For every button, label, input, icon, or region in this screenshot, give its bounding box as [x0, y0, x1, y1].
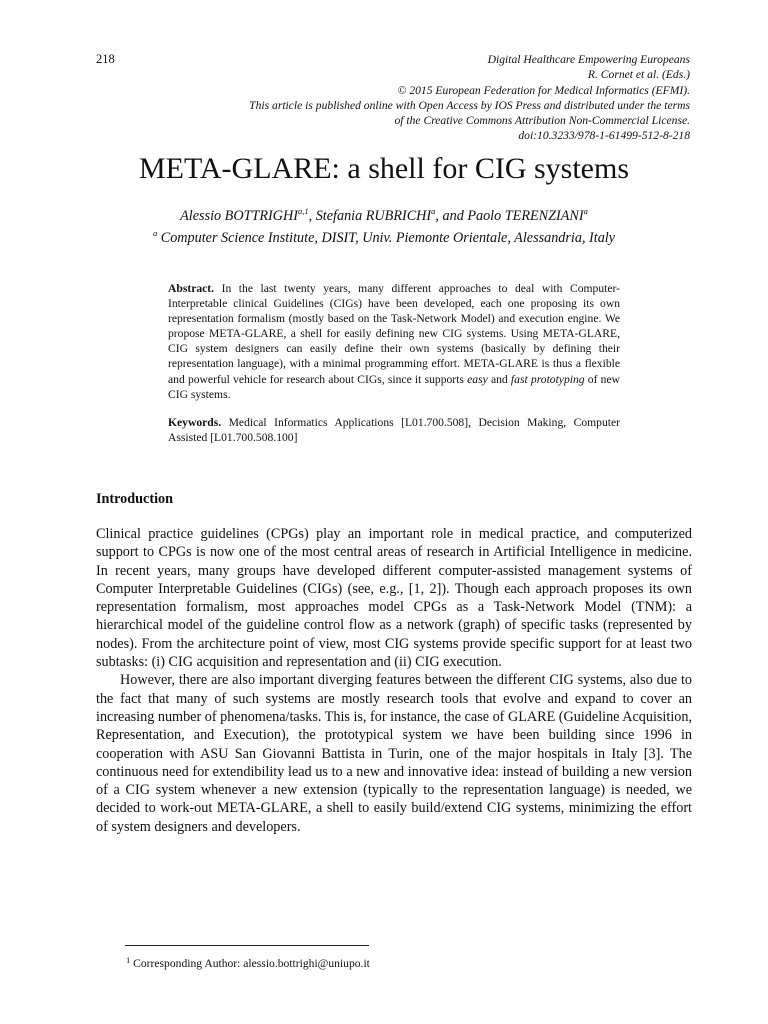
footnote-mark: 1 — [126, 955, 131, 965]
body-paragraph: Clinical practice guidelines (CPGs) play an important role in medical practice, and computerized support to CPGs is now one of the most central areas of research in Artificial Intelligence in medicine. In recent years, many groups have developed different computer-assisted management systems of Computer Interpretable Guidelines (CIGs) (see, e.g., [1, 2]). Though each approach proposes its own representation formalism, most approaches model CPGs as a Task-Network Model (TNM): a hierarchical model of the guideline control flow as a network (graph) of specific tasks (represented by nodes). From the architecture point of view, most CIG systems provide specific support for at least two subtasks: (i) CIG acquisition and representation and (ii) CIG execution. — [96, 526, 692, 671]
publication-line: R. Cornet et al. (Eds.) — [587, 68, 690, 82]
abstract-text: In the last twenty years, many different approaches to deal with Computer-Interpretable clinical Guidelines (CIGs) have been developed, each one proposing its own representation formalism (mostly based on the Task-Network Model) and execution engine. We propose META-GLARE, a shell for easily defining new CIG systems. Using META-GLARE, CIG system designers can easily define their own systems (basically by defining their representation language), with a minimal programming effort. META-GLARE is thus a flexible and powerful vehicle for research about CIGs, since it supports — [168, 282, 620, 386]
abstract-label: Abstract. — [168, 282, 215, 295]
section-heading-introduction: Introduction — [96, 491, 173, 507]
author-affiliation-mark: a — [431, 206, 436, 216]
author-name: Stefania RUBRICHI — [315, 208, 432, 224]
author-name: Paolo TERENZIANI — [467, 208, 584, 224]
publication-line: Digital Healthcare Empowering Europeans — [487, 53, 690, 66]
keywords — [168, 415, 620, 445]
introduction-body — [96, 525, 692, 836]
publication-line: doi:10.3233/978-1-61499-512-8-218 — [518, 129, 690, 143]
abstract — [168, 281, 620, 402]
abstract-block — [168, 281, 620, 445]
publication-line: of the Creative Commons Attribution Non-Commercial License. — [394, 114, 690, 128]
keywords-text: Medical Informatics Applications [L01.700.508], Decision Making, Computer Assisted [L01.700.508.100] — [168, 415, 620, 444]
author-name: Alessio BOTTRIGHI — [180, 208, 298, 224]
paper-title: META-GLARE: a shell for CIG systems — [138, 152, 630, 185]
publication-info — [90, 52, 690, 144]
author-separator: , and — [435, 208, 468, 224]
publication-line: © 2015 European Federation for Medical Informatics (EFMI). — [397, 83, 690, 97]
author-affiliation-mark: a,1 — [297, 206, 309, 216]
abstract-emphasis: easy — [467, 372, 488, 386]
author-affiliation-mark: a — [583, 206, 588, 216]
author-separator: , — [308, 208, 316, 224]
footnote-text: Corresponding Author: alessio.bottrighi@uniupo.it — [130, 957, 370, 970]
page-number: 218 — [96, 52, 115, 66]
keywords-label: Keywords. — [168, 415, 222, 429]
footnote-divider — [125, 945, 369, 946]
affiliation — [0, 229, 768, 247]
affiliation-mark: a — [152, 228, 158, 238]
author-list — [0, 207, 768, 225]
affiliation-text: Computer Science Institute, DISIT, Univ. Piemonte Orientale, Alessandria, Italy — [160, 230, 616, 246]
publication-line: This article is published online with Open Access by IOS Press and distributed under the terms — [249, 98, 690, 112]
abstract-emphasis: fast prototyping — [510, 372, 585, 386]
abstract-text: of new CIG systems. — [168, 372, 620, 401]
abstract-text: and — [487, 372, 511, 386]
footnote — [126, 957, 370, 970]
body-paragraph: However, there are also important diverging features between the different CIG systems, also due to the fact that many of such systems are mostly research tools that evolve and expand to cover an increasing number of phenomena/tasks. This is, for instance, the case of GLARE (Guideline Acquisition, Representation, and Execution), the prototypical system we have been building since 1996 in cooperation with ASU San Giovanni Battista in Turin, one of the major hospitals in Italy [3]. The continuous need for extendibility lead us to a new and innovative idea: instead of building a new version of a CIG system whenever a new extension (typically to the representation language) is needed, we decided to work-out META-GLARE, a shell to easily build/extend CIG systems, minimizing the effort of system designers and developers. — [96, 672, 692, 835]
